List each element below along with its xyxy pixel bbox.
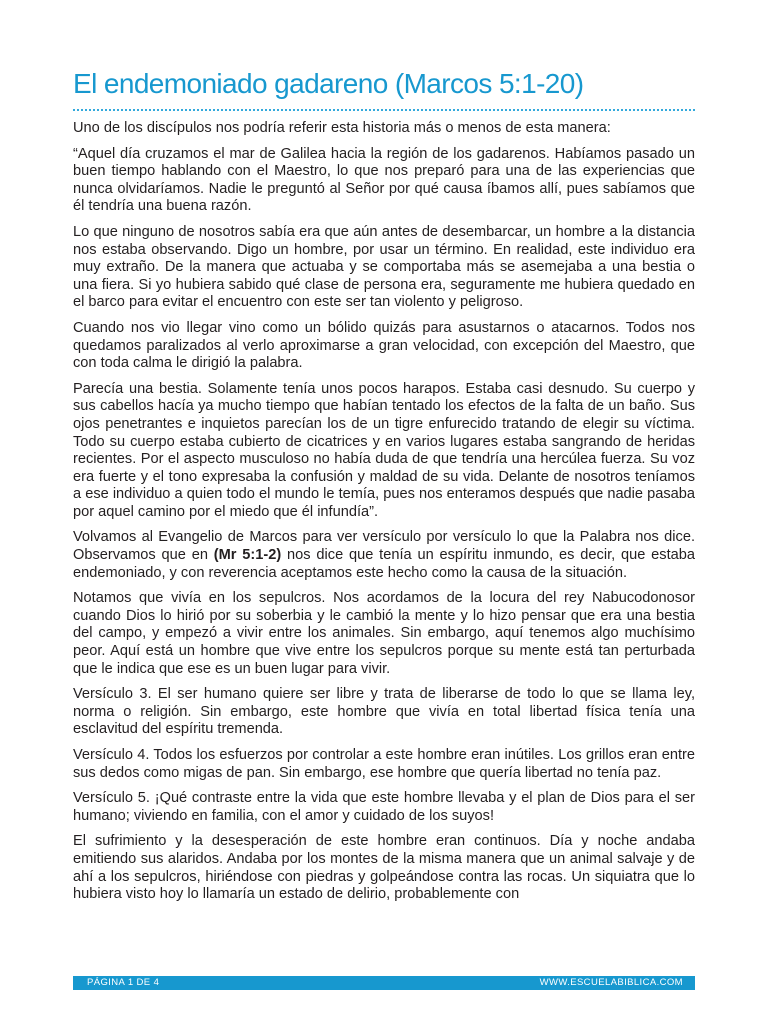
paragraph-verse-3: Versículo 3. El ser humano quiere ser libre y trata de liberarse de todo lo que se llama ley, norma o religión. Sin embargo, este hombre que vivía en total libertad física tenía una esclavitud del espíritu tremenda. [73,686,695,738]
paragraph-observer: Lo que ninguno de nosotros sabía era que aún antes de desembarcar, un hombre a la distancia nos estaba observando. Digo un hombre, por usar un término. En realidad, este individuo era muy extraño. De la manera que actuaba y se comportaba más se asemejaba a una bestia o una fiera. Si yo hubiera sabido qué clase de persona era, seguramente me hubiera quedado en el barco para evitar el encuentro con este ser tan violento y peligroso. [73,223,695,311]
scripture-reference: (Mr 5:1-2) [213,547,282,564]
paragraph-approach: Cuando nos vio llegar vino como un bólido quizás para asustarnos o atacarnos. Todos nos quedamos paralizados al verlo aproximarse a gran velocidad, con excepción del Maestro, que con toda calma le dirigió la palabra. [73,319,695,372]
paragraph-suffering: El sufrimiento y la desesperación de este hombre eran continuos. Día y noche andaba emitiendo sus alaridos. Andaba por los montes de la misma manera que un animal salvaje y de ahí a los sepulcros, hiriéndose con piedras y golpeándose contra las rocas. Un siquiatra que lo hubiera visto hoy lo llamaría un estado de delirio, probablemente con [73,833,695,903]
website-link[interactable]: WWW.ESCUELABIBLICA.COM [539,977,683,988]
page-title: El endemoniado gadareno (Marcos 5:1-20) [73,68,584,99]
paragraph-description: Parecía una bestia. Solamente tenía unos pocos harapos. Estaba casi desnudo. Su cuerpo y sus cabellos hacía ya mucho tiempo que habían tentado los efectos de la falta de un baño. Sus ojos penetrantes e inquietos parecían los de un tigre enfurecido tratando de elegir su víctima. Todo su cuerpo estaba cubierto de cicatrices y en varios lugares estaba sangrando de heridas recientes. Por el aspecto musculoso no había duda de que tendría una hercúlea fuerza. Su voz era fuerte y el tono expresaba la confusión y maldad de su vida. Delante de nosotros teníamos a ese individuo a quien todo el mundo le temía, pues nos enteramos después que nadie pasaba por aquel camino por el miedo que él infundía”. [73,380,695,520]
paragraph-gospel [73,529,695,582]
paragraph-verse-5: Versículo 5. ¡Qué contraste entre la vida que este hombre llevaba y el plan de Dios para el ser humano; viviendo en familia, con el amor y cuidado de los suyos! [73,790,695,824]
title-dotted-divider [73,109,695,111]
paragraph-verse-4: Versículo 4. Todos los esfuerzos por controlar a este hombre eran inútiles. Los grillos eran entre sus dedos como migas de pan. Sin embargo, ese hombre que quería libertad no tenía paz. [73,747,695,781]
article-body [73,120,695,912]
paragraph-crossing: “Aquel día cruzamos el mar de Galilea hacia la región de los gadarenos. Habíamos pasado un buen tiempo hablando con el Maestro, lo que nos preparó para una de las experiencias que nunca olvidaríamos. Nadie le preguntó al Señor por qué causa íbamos allí, pues sabíamos que él tendría una buena razón. [73,145,695,215]
page-number-label: PÁGINA 1 DE 4 [87,977,160,988]
page-footer-bar [73,976,695,990]
paragraph-gospel-text-b: nos dice que tenía un espíritu inmundo, es decir, que estaba endemoniado, y con reverencia aceptamos este hecho como la causa de la situación. [73,547,695,581]
paragraph-tombs: Notamos que vivía en los sepulcros. Nos acordamos de la locura del rey Nabucodonosor cuando Dios lo hirió por su soberbia y le cambió la mente y lo hizo pensar que era una bestia del campo, y empezó a vivir entre los animales. Sin embargo, aquí tenemos algo muchísimo peor. Aquí está un hombre que vive entre los sepulcros porque su mente está tan perturbada que le indica que ese es un buen lugar para vivir. [73,590,695,677]
paragraph-gospel-text-a: Volvamos al Evangelio de Marcos para ver versículo por versículo lo que la Palabra nos dice. Observamos que en [73,529,695,564]
paragraph-intro: Uno de los discípulos nos podría referir esta historia más o menos de esta manera: [73,120,611,136]
